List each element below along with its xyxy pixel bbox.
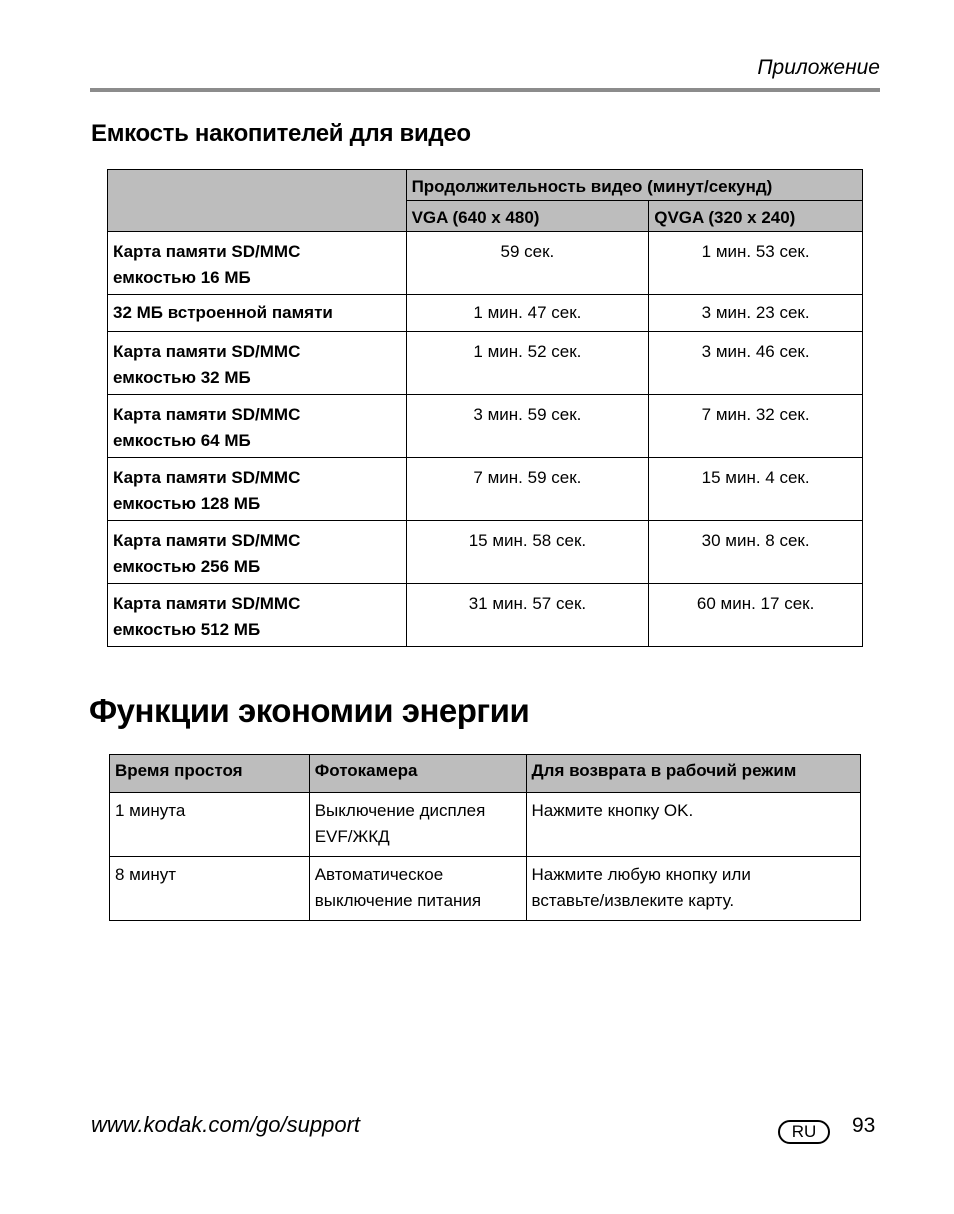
vga-duration: 3 мин. 59 сек. — [406, 395, 649, 458]
row-label: 32 МБ встроенной памяти — [108, 295, 407, 332]
camera-action-cell: Автоматическое выключение питания — [309, 857, 526, 921]
video-section-title: Емкость накопителей для видео — [91, 120, 471, 147]
header-divider — [90, 88, 880, 92]
table-row — [108, 458, 863, 521]
camera-action-cell: Выключение дисплея EVF/ЖКД — [309, 793, 526, 857]
return-action-cell: Нажмите любую кнопку или вставьте/извлеките карту. — [526, 857, 860, 921]
vga-duration: 31 мин. 57 сек. — [406, 584, 649, 647]
qvga-duration: 15 мин. 4 сек. — [649, 458, 863, 521]
vga-duration: 15 мин. 58 сек. — [406, 521, 649, 584]
row-label: Карта памяти SD/MMC емкостью 16 МБ — [108, 232, 407, 295]
column-header-camera: Фотокамера — [309, 755, 526, 793]
table-row — [110, 857, 861, 921]
table-row — [108, 295, 863, 332]
qvga-duration: 30 мин. 8 сек. — [649, 521, 863, 584]
table-row — [108, 521, 863, 584]
table-row — [108, 232, 863, 295]
page-number: 93 — [852, 1114, 876, 1137]
table-row — [108, 395, 863, 458]
power-saving-table — [109, 754, 861, 921]
column-header-vga: VGA (640 x 480) — [406, 201, 649, 232]
table-corner-cell — [108, 170, 407, 232]
vga-duration: 1 мин. 52 сек. — [406, 332, 649, 395]
video-duration-header: Продолжительность видео (минут/секунд) — [406, 170, 862, 201]
running-header-title: Приложение — [757, 56, 880, 79]
language-badge: RU — [778, 1120, 830, 1144]
video-capacity-table — [107, 169, 863, 647]
vga-duration: 7 мин. 59 сек. — [406, 458, 649, 521]
column-header-return: Для возврата в рабочий режим — [526, 755, 860, 793]
table-row — [108, 332, 863, 395]
idle-time-cell: 1 минута — [110, 793, 310, 857]
row-label: Карта памяти SD/MMC емкостью 256 МБ — [108, 521, 407, 584]
table-row — [110, 793, 861, 857]
power-section-title: Функции экономии энергии — [89, 692, 530, 729]
vga-duration: 59 сек. — [406, 232, 649, 295]
column-header-qvga: QVGA (320 x 240) — [649, 201, 863, 232]
qvga-duration: 3 мин. 46 сек. — [649, 332, 863, 395]
row-label: Карта памяти SD/MMC емкостью 512 МБ — [108, 584, 407, 647]
qvga-duration: 3 мин. 23 сек. — [649, 295, 863, 332]
qvga-duration: 7 мин. 32 сек. — [649, 395, 863, 458]
column-header-idle-time: Время простоя — [110, 755, 310, 793]
table-row — [108, 584, 863, 647]
row-label: Карта памяти SD/MMC емкостью 32 МБ — [108, 332, 407, 395]
return-action-cell: Нажмите кнопку OK. — [526, 793, 860, 857]
row-label: Карта памяти SD/MMC емкостью 128 МБ — [108, 458, 407, 521]
support-url[interactable]: www.kodak.com/go/support — [91, 1112, 361, 1137]
row-label: Карта памяти SD/MMC емкостью 64 МБ — [108, 395, 407, 458]
vga-duration: 1 мин. 47 сек. — [406, 295, 649, 332]
idle-time-cell: 8 минут — [110, 857, 310, 921]
qvga-duration: 1 мин. 53 сек. — [649, 232, 863, 295]
qvga-duration: 60 мин. 17 сек. — [649, 584, 863, 647]
